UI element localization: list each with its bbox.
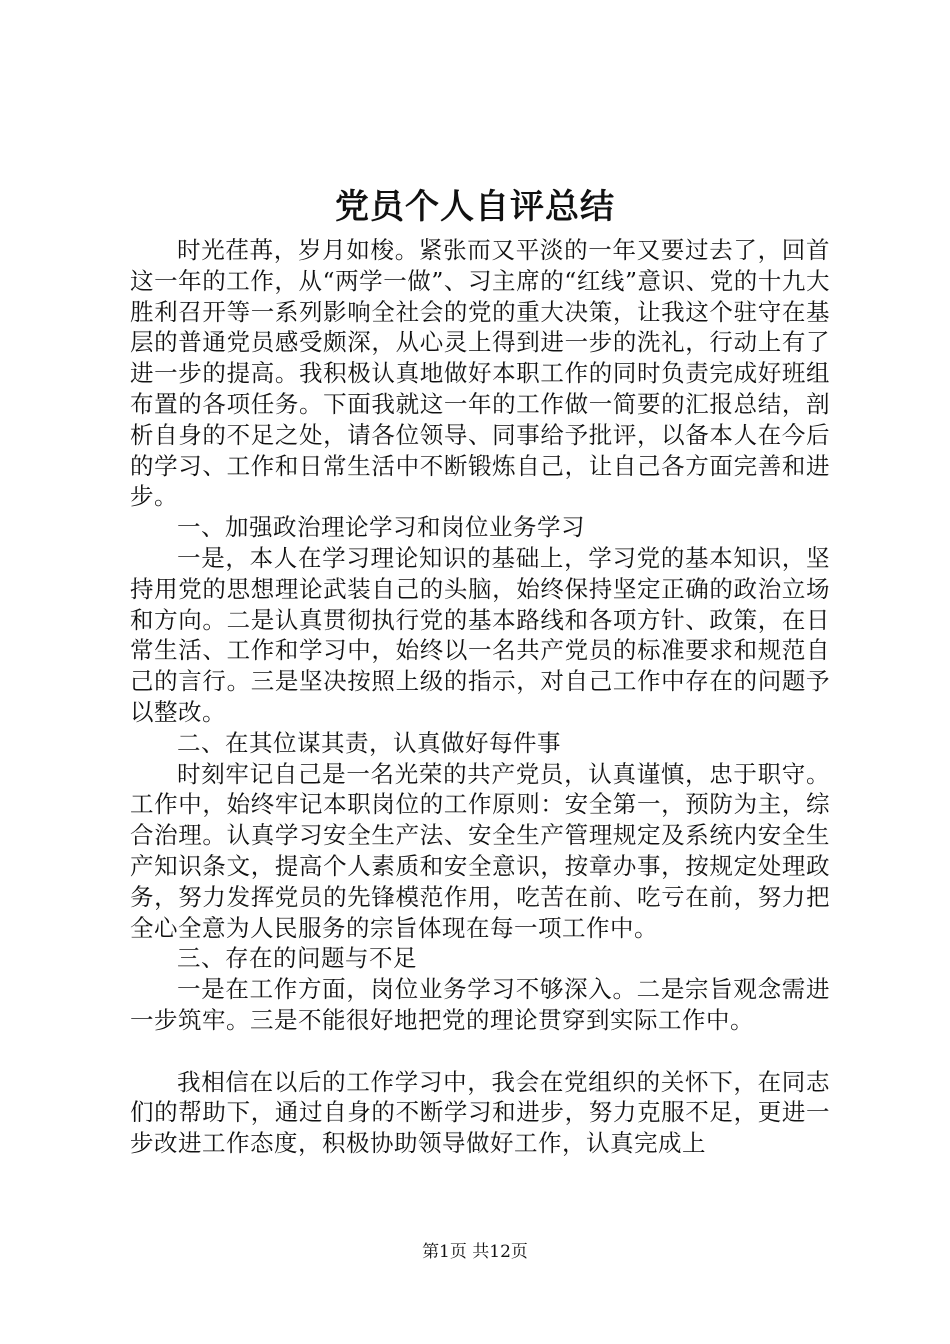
document-title: 党员个人自评总结 [335, 187, 615, 227]
page-footer: 第1页 共12页 [422, 1242, 528, 1262]
paragraph-spacer [130, 1036, 830, 1067]
paragraph-section-3: 一是在工作方面，岗位业务学习不够深入。二是宗旨观念需进一步筑牢。三是不能很好地把党的理论贯穿到实际工作中。 [130, 975, 830, 1034]
paragraph-section-2: 时刻牢记自己是一名光荣的共产党员，认真谨慎，忠于职守。工作中，始终牢记本职岗位的工作原则：安全第一，预防为主，综合治理。认真学习安全生产法、安全生产管理规定及系统内安全生产知识条文，提高个人素质和安全意识，按章办事，按规定处理政务，努力发挥党员的先锋模范作用，吃苦在前、吃亏在前，努力把全心全意为人民服务的宗旨体现在每一项工作中。 [130, 759, 830, 942]
paragraph-section-1: 一是，本人在学习理论知识的基础上，学习党的基本知识，坚持用党的思想理论武装自己的头脑，始终保持坚定正确的政治立场和方向。二是认真贯彻执行党的基本路线和各项方针、政策，在日常生活、工作和学习中，始终以一名共产党员的标准要求和规范自己的言行。三是坚决按照上级的指示，对自己工作中存在的问题予以整改。 [130, 543, 830, 726]
paragraph-conclusion: 我相信在以后的工作学习中，我会在党组织的关怀下，在同志们的帮助下，通过自身的不断学习和进步，努力克服不足，更进一步改进工作态度，积极协助领导做好工作，认真完成上 [130, 1067, 830, 1158]
section-heading-2: 二、在其位谋其责，认真做好每件事 [177, 728, 561, 757]
section-heading-1: 一、加强政治理论学习和岗位业务学习 [177, 513, 585, 542]
section-heading-3: 三、存在的问题与不足 [177, 944, 417, 973]
paragraph-intro: 时光荏苒，岁月如梭。紧张而又平淡的一年又要过去了，回首这一年的工作，从“两学一做”、习主席的“红线”意识、党的十九大胜利召开等一系列影响全社会的党的重大决策，让我这个驻守在基层的普通党员感受颇深，从心灵上得到进一步的洗礼，行动上有了进一步的提高。我积极认真地做好本职工作的同时负责完成好班组布置的各项任务。下面我就这一年的工作做一简要的汇报总结，剖析自身的不足之处，请各位领导、同事给予批评，以备本人在今后的学习、工作和日常生活中不断锻炼自己，让自己各方面完善和进步。 [130, 236, 830, 511]
document-body [130, 235, 830, 1159]
